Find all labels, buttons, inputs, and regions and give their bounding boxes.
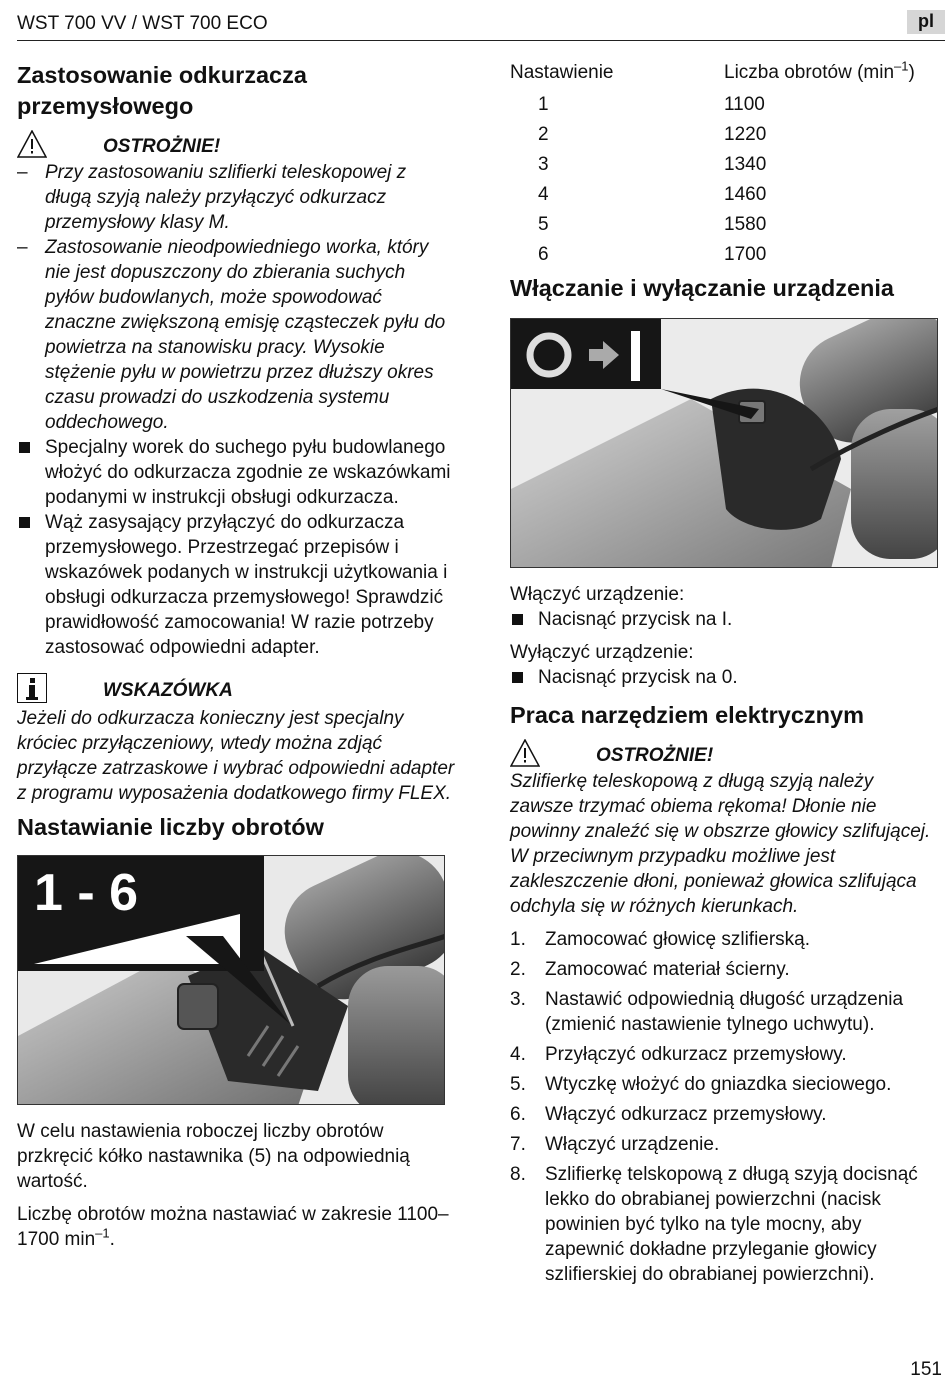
speed-dial-photo: [17, 855, 445, 1105]
right-column: [510, 60, 940, 1292]
warning-item: – Przy zastosowaniu szlifierki teleskopowej z długą szyją należy przyłączyć odkurzacz przemysłowy klasy M.: [17, 160, 457, 235]
list-item: 3. Nastawić odpowiednią długość urządzenia (zmienić nastawienie tylnego uchwytu).: [510, 989, 904, 1035]
switch-off-list: [510, 665, 940, 690]
list-item: [17, 510, 457, 660]
speed-range-text: Liczbę obrotów można nastawiać w zakresie 1100–1700 $\min^{-1}$.: [17, 1204, 449, 1250]
section-title-operation: Praca narzędziem elektrycznym: [510, 702, 864, 728]
warning-list: [17, 160, 457, 435]
list-item: 1. Zamocować głowicę szlifierską.: [510, 929, 811, 950]
header-title: WST 700 VV / WST 700 ECO: [17, 13, 268, 34]
table-header-row: [510, 60, 940, 89]
note-text: Jeżeli do odkurzacza konieczny jest specjalny króciec przyłączeniowy, wtedy można zdjąć przyłącze zatrzaskowe i wybrać odpowiedni adapter z programu wyposażenia dodatkowego firmy FLEX.: [17, 708, 455, 804]
table-header-rpm: Liczba obrotów $(\min^{-1})$: [724, 58, 915, 83]
warning-triangle-icon: [510, 739, 540, 767]
list-item: 8. Szlifierkę telskopową z długą szyją docisnąć lekko do obrabianej powierzchni (nacisk powinien być tylko na tyle mocny, aby zapewnić dokładne przyleganie głowicy szlifierskiej do obrabianej powierzchni).: [510, 1164, 918, 1285]
list-item: Nacisnąć przycisk na I.: [510, 607, 940, 632]
speed-table: [510, 60, 940, 269]
bullet-square-icon: [512, 614, 523, 625]
table-row: 1 1100: [538, 93, 765, 115]
list-item: 5. Wtyczkę włożyć do gniazdka sieciowego.: [510, 1074, 892, 1095]
switch-off-label: Wyłączyć urządzenie:: [510, 642, 694, 663]
warning-header: [17, 130, 457, 160]
list-item-text: Specjalny worek do suchego pyłu budowlanego włożyć do odkurzacza zgodnie ze wskazówkami podanymi w instrukcji obsługi odkurzacza.: [45, 437, 451, 508]
list-item: [17, 435, 457, 510]
page-number: 151: [910, 1359, 942, 1380]
note-label: WSKAZÓWKA: [103, 680, 233, 701]
table-row: 5 1580: [538, 213, 767, 235]
power-switch-illustration: [511, 319, 938, 568]
warning-item: – Zastosowanie nieodpowiedniego worka, który nie jest dopuszczony do zbierania suchych pyłów budowlanych, może spowodować znaczne zwiększoną emisję cząsteczek pyłu do powietrza na stanowisku pracy. Wysokie stężenie pyłu w powietrzu przez dłuższy okres czasu prowadzi do uszkodzenia systemu oddechowego.: [17, 235, 457, 435]
warning-label: OSTROŻNIE!: [596, 745, 714, 766]
section-title-switch: Włączanie i wyłączanie urządzenia: [510, 275, 894, 301]
list-item: Nacisnąć przycisk na 0.: [510, 665, 940, 690]
note-header: [17, 670, 457, 706]
table-row: 3 1340: [538, 153, 767, 175]
list-item: 4. Przyłączyć odkurzacz przemysłowy.: [510, 1044, 847, 1065]
table-row: 4 1460: [538, 183, 767, 205]
power-switch-photo: [510, 318, 938, 568]
speed-instruction: W celu nastawienia roboczej liczby obrotów przkręcić kółko nastawnika (5) na odpowiednią wartość.: [17, 1121, 410, 1192]
info-icon: [17, 673, 47, 703]
speed-dial-illustration: [18, 856, 445, 1105]
warning-header: [510, 739, 940, 769]
bullet-square-icon: [19, 442, 30, 453]
bullet-square-icon: [19, 517, 30, 528]
language-badge: pl: [907, 10, 945, 34]
switch-on-list: [510, 607, 940, 632]
warning-label: OSTROŻNIE!: [103, 136, 221, 157]
left-column: [17, 60, 457, 1252]
switch-on-label: Włączyć urządzenie:: [510, 584, 685, 605]
warning-triangle-icon: [17, 130, 47, 158]
page-header: [17, 8, 945, 41]
speed-range-label: 1 - 6: [34, 864, 139, 922]
list-item: 2. Zamocować materiał ścierny.: [510, 959, 790, 980]
warning-text: Szlifierkę teleskopową z długą szyją należy zawsze trzymać obiema rękoma! Dłonie nie powinny znaleźć się w obszrze głowicy szlifującej. W przeciwnym przypadku możliwe jest zakleszczenie dłoni, ponieważ głowica szlifująca odchyla się w różnych kierunkach.: [510, 771, 931, 917]
section-title-vacuum: Zastosowanie odkurzacza przemysłowego: [17, 62, 307, 119]
list-item: 6. Włączyć odkurzacz przemysłowy.: [510, 1104, 827, 1125]
table-row: 6 1700: [538, 243, 767, 265]
table-header-setting: Nastawienie: [510, 62, 614, 83]
list-item-text: Wąż zasysający przyłączyć do odkurzacza przemysłowego. Przestrzegać przepisów i wskazówek podanych w instrukcji użytkowania i obsługi odkurzacza przemysłowego! Sprawdzić prawidłowość zamocowania! W razie potrzeby zastosować odpowiedni adapter.: [45, 512, 448, 658]
table-row: 2 1220: [538, 123, 767, 145]
instruction-list: [17, 435, 457, 660]
bullet-square-icon: [512, 672, 523, 683]
operation-steps: [510, 927, 940, 1287]
list-item: 7. Włączyć urządzenie.: [510, 1134, 720, 1155]
section-title-speed: Nastawianie liczby obrotów: [17, 814, 324, 840]
